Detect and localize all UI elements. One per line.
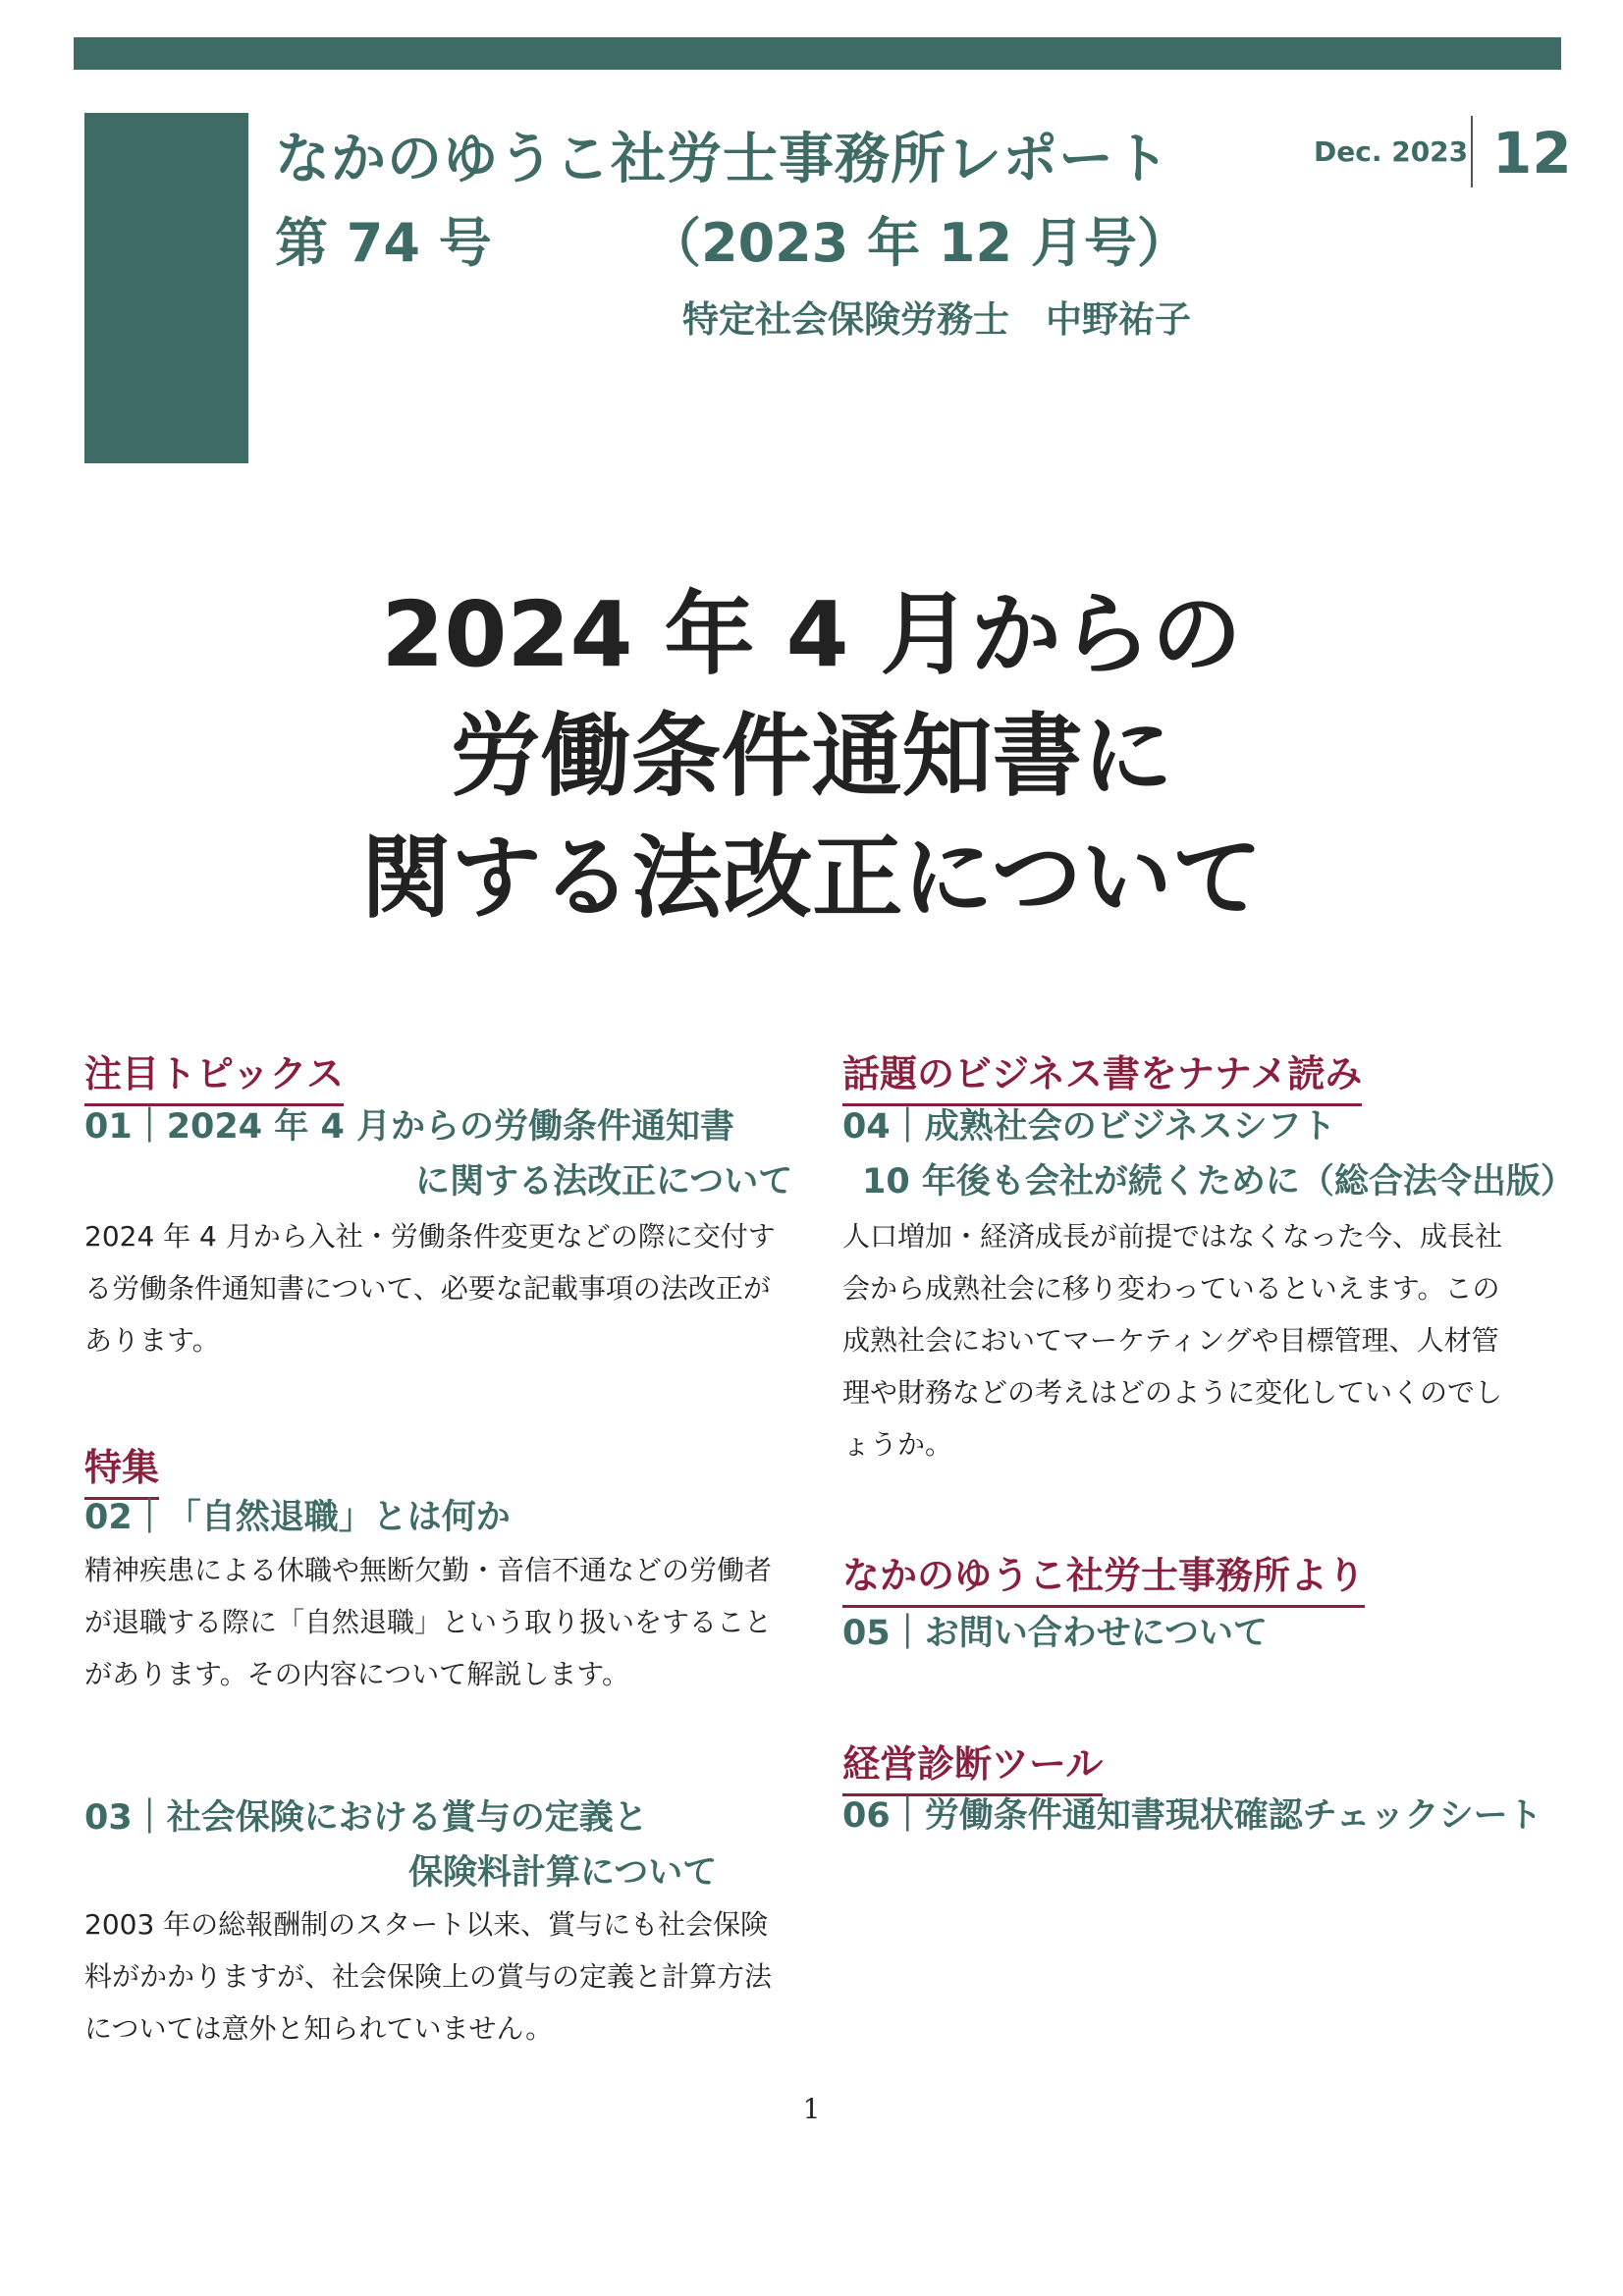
article-03-title-line-1: 03｜社会保険における賞与の定義と — [84, 1798, 648, 1838]
newsletter-title: なかのゆうこ社労士事務所レポート — [275, 128, 1170, 191]
article-01-desc-line: あります。 — [84, 1324, 220, 1357]
article-02-desc-line: があります。その内容について解説します。 — [84, 1658, 629, 1690]
section-heading-tool: 経営診断ツール — [842, 1734, 1103, 1796]
article-05-title[interactable] — [842, 1606, 1268, 1661]
article-02-desc-line: 精神疾患による休職や無断欠勤・音信不通などの労働者 — [84, 1554, 773, 1586]
article-02-title[interactable] — [84, 1490, 511, 1545]
header-top-bar — [74, 37, 1561, 70]
main-headline — [0, 574, 1623, 939]
headline-line-1: 2024 年 4 月からの — [381, 582, 1242, 687]
article-01-title-line-2: に関する法改正について — [415, 1162, 793, 1201]
article-03-title[interactable] — [84, 1790, 717, 1900]
article-02-description — [84, 1544, 772, 1700]
article-04-desc-line: 成熟社会においてマーケティングや目標管理、人材管 — [842, 1324, 1499, 1357]
headline-line-2: 労働条件通知書に — [450, 704, 1173, 809]
article-04-desc-line: 会から成熟社会に移り変わっているといえます。この — [842, 1272, 1500, 1305]
section-heading-books: 話題のビジネス書をナナメ読み — [842, 1043, 1362, 1106]
article-03-title-line-2: 保険料計算について — [408, 1853, 718, 1893]
headline-line-3: 関する法改正について — [360, 826, 1263, 931]
section-heading-office: なかのゆうこ社労士事務所より — [842, 1545, 1365, 1608]
article-04-title-line-1: 04｜成熟社会のビジネスシフト — [842, 1107, 1336, 1147]
article-02-title-line-1: 02｜「自然退職」とは何か — [84, 1498, 511, 1537]
article-04-title-line-2: 10 年後も会社が続くために（総合法令出版） — [862, 1162, 1575, 1201]
article-03-desc-line: については意外と知られていません。 — [84, 2012, 554, 2045]
header-side-block — [84, 113, 248, 463]
article-01-title-line-1: 01｜2024 年 4 月からの労働条件通知書 — [84, 1107, 735, 1147]
header-divider — [1471, 116, 1473, 187]
article-05-title-line-1: 05｜お問い合わせについて — [842, 1614, 1269, 1653]
article-03-description — [84, 1898, 772, 2055]
article-03-desc-line: 料がかかりますが、社会保険上の賞与の定義と計算方法 — [84, 1960, 773, 1993]
article-04-desc-line: ょうか。 — [842, 1428, 953, 1461]
article-01-desc-line: 2024 年 4 月から入社・労働条件変更などの際に交付す — [84, 1220, 776, 1253]
issue-date: Dec. 2023 — [1314, 135, 1469, 168]
article-06-title-line-1: 06｜労働条件通知書現状確認チェックシート — [842, 1796, 1542, 1836]
issue-number: 第 74 号 — [275, 212, 492, 274]
page-number: 1 — [802, 2093, 821, 2125]
article-04-description — [842, 1210, 1502, 1470]
article-01-title[interactable] — [84, 1099, 792, 1209]
section-heading-topics: 注目トピックス — [84, 1043, 344, 1106]
article-04-title[interactable] — [842, 1099, 1575, 1209]
month-number: 12 — [1492, 120, 1572, 187]
article-04-desc-line: 理や財務などの考えはどのように変化していくのでし — [842, 1376, 1503, 1409]
article-01-desc-line: る労働条件通知書について、必要な記載事項の法改正が — [84, 1272, 771, 1305]
article-03-desc-line: 2003 年の総報酬制のスタート以来、賞与にも社会保険 — [84, 1908, 769, 1941]
article-04-desc-line: 人口増加・経済成長が前提ではなくなった今、成長社 — [842, 1220, 1503, 1253]
article-06-title[interactable] — [842, 1789, 1542, 1843]
article-01-description — [84, 1210, 776, 1366]
issue-month: （2023 年 12 月号） — [648, 212, 1190, 274]
section-heading-feature: 特集 — [84, 1437, 159, 1500]
article-02-desc-line: が退職する際に「自然退職」という取り扱いをすること — [84, 1606, 773, 1638]
author-name: 特定社会保険労務士 中野祐子 — [682, 298, 1191, 341]
